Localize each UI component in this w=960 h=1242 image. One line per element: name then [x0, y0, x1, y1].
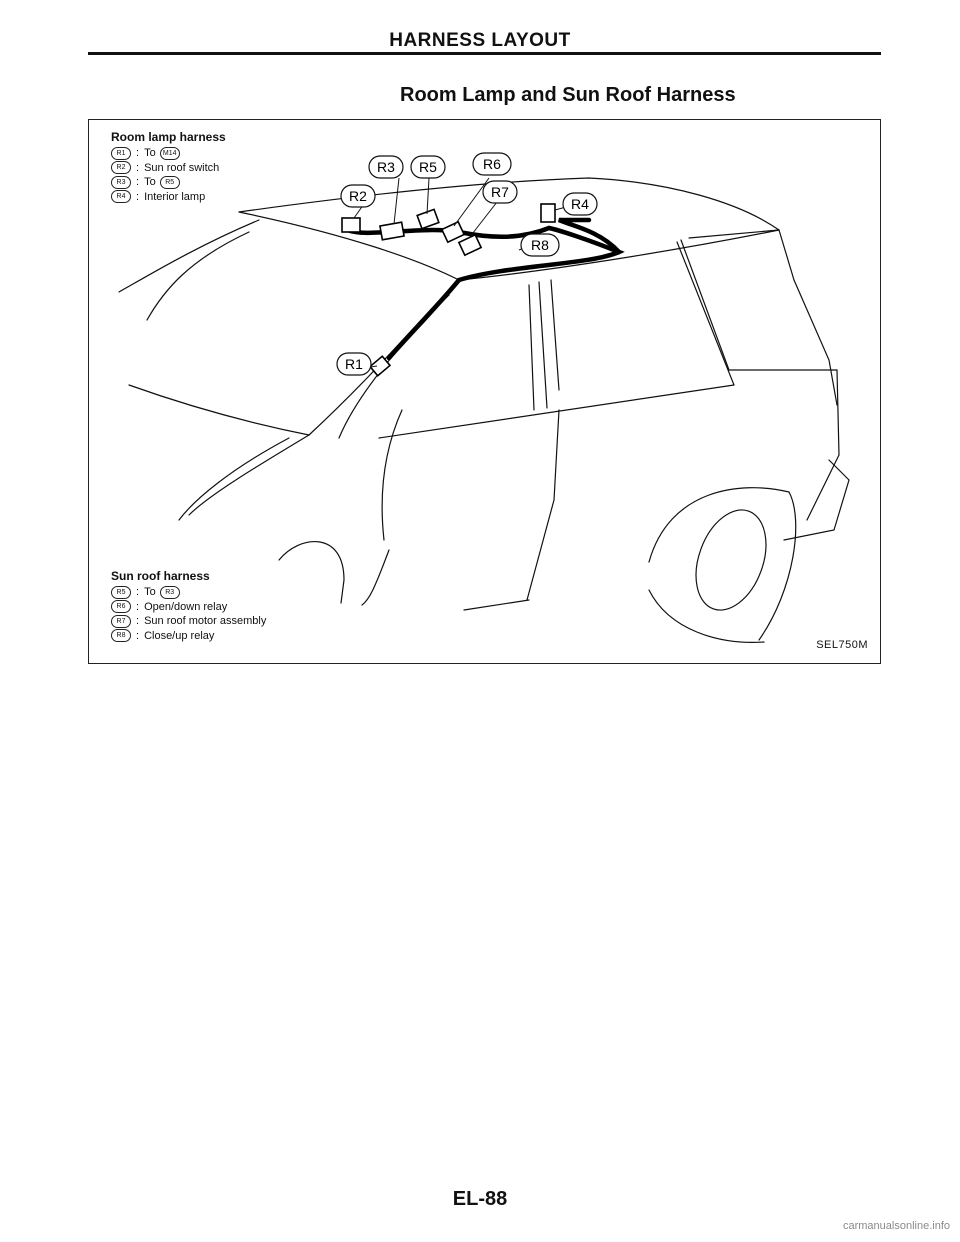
callout-r4 — [563, 193, 597, 215]
header-title: HARNESS LAYOUT — [389, 30, 571, 51]
separator: : — [136, 161, 140, 174]
legend-text: Open/down relay — [144, 600, 228, 613]
watermark: carmanualsonline.info — [842, 1220, 950, 1232]
legend-row-r4 — [111, 190, 226, 205]
code-badge: R8 — [111, 629, 131, 642]
separator: : — [136, 629, 140, 642]
legend-row-r6 — [111, 600, 266, 615]
figure-id: SEL750M — [816, 639, 868, 651]
callout-r8 — [521, 234, 559, 256]
sun-roof-legend-title: Sun roof harness — [111, 569, 210, 583]
legend-row-r5 — [111, 585, 266, 600]
separator: : — [136, 147, 140, 160]
sun-roof-legend — [111, 569, 266, 643]
callout-r1 — [337, 353, 371, 375]
code-badge: R5 — [111, 586, 131, 599]
callout-r6 — [473, 153, 511, 175]
svg-text:R5: R5 — [419, 159, 437, 175]
code-badge: R4 — [111, 190, 131, 203]
page-number: EL-88 — [452, 1188, 508, 1210]
legend-text: Sun roof switch — [144, 161, 220, 174]
legend-row-r8 — [111, 629, 266, 644]
callout-r2 — [341, 185, 375, 207]
dest-badge: R3 — [160, 586, 180, 599]
separator: : — [136, 190, 140, 203]
code-badge: R2 — [111, 161, 131, 174]
svg-text:R6: R6 — [483, 156, 501, 172]
legend-text: Interior lamp — [144, 190, 206, 203]
separator: : — [136, 600, 140, 613]
svg-text:R1: R1 — [345, 356, 363, 372]
code-badge: R3 — [111, 176, 131, 189]
header-rule — [88, 52, 881, 55]
svg-text:R2: R2 — [349, 188, 367, 204]
svg-text:R7: R7 — [491, 184, 509, 200]
legend-text: Close/up relay — [144, 629, 215, 642]
legend-row-r2 — [111, 161, 226, 176]
legend-text: To — [144, 586, 156, 599]
callout-r5 — [411, 156, 445, 178]
separator: : — [136, 615, 140, 628]
callout-r7 — [483, 181, 517, 203]
separator: : — [136, 176, 140, 189]
svg-text:R4: R4 — [571, 196, 589, 212]
separator: : — [136, 586, 140, 599]
svg-text:R8: R8 — [531, 237, 549, 253]
dest-badge: M14 — [160, 147, 180, 160]
harness-figure — [88, 119, 881, 664]
room-lamp-legend-title: Room lamp harness — [111, 130, 226, 144]
legend-row-r7 — [111, 614, 266, 629]
room-lamp-legend — [111, 130, 226, 204]
legend-text: To — [144, 147, 156, 160]
code-badge: R1 — [111, 147, 131, 160]
section-title: Room Lamp and Sun Roof Harness — [400, 84, 736, 106]
code-badge: R6 — [111, 600, 131, 613]
legend-row-r3 — [111, 175, 226, 190]
legend-text: To — [144, 176, 156, 189]
legend-text: Sun roof motor assembly — [144, 615, 267, 628]
svg-text:R3: R3 — [377, 159, 395, 175]
dest-badge: R5 — [160, 176, 180, 189]
code-badge: R7 — [111, 615, 131, 628]
legend-row-r1 — [111, 146, 226, 161]
callout-r3 — [369, 156, 403, 178]
